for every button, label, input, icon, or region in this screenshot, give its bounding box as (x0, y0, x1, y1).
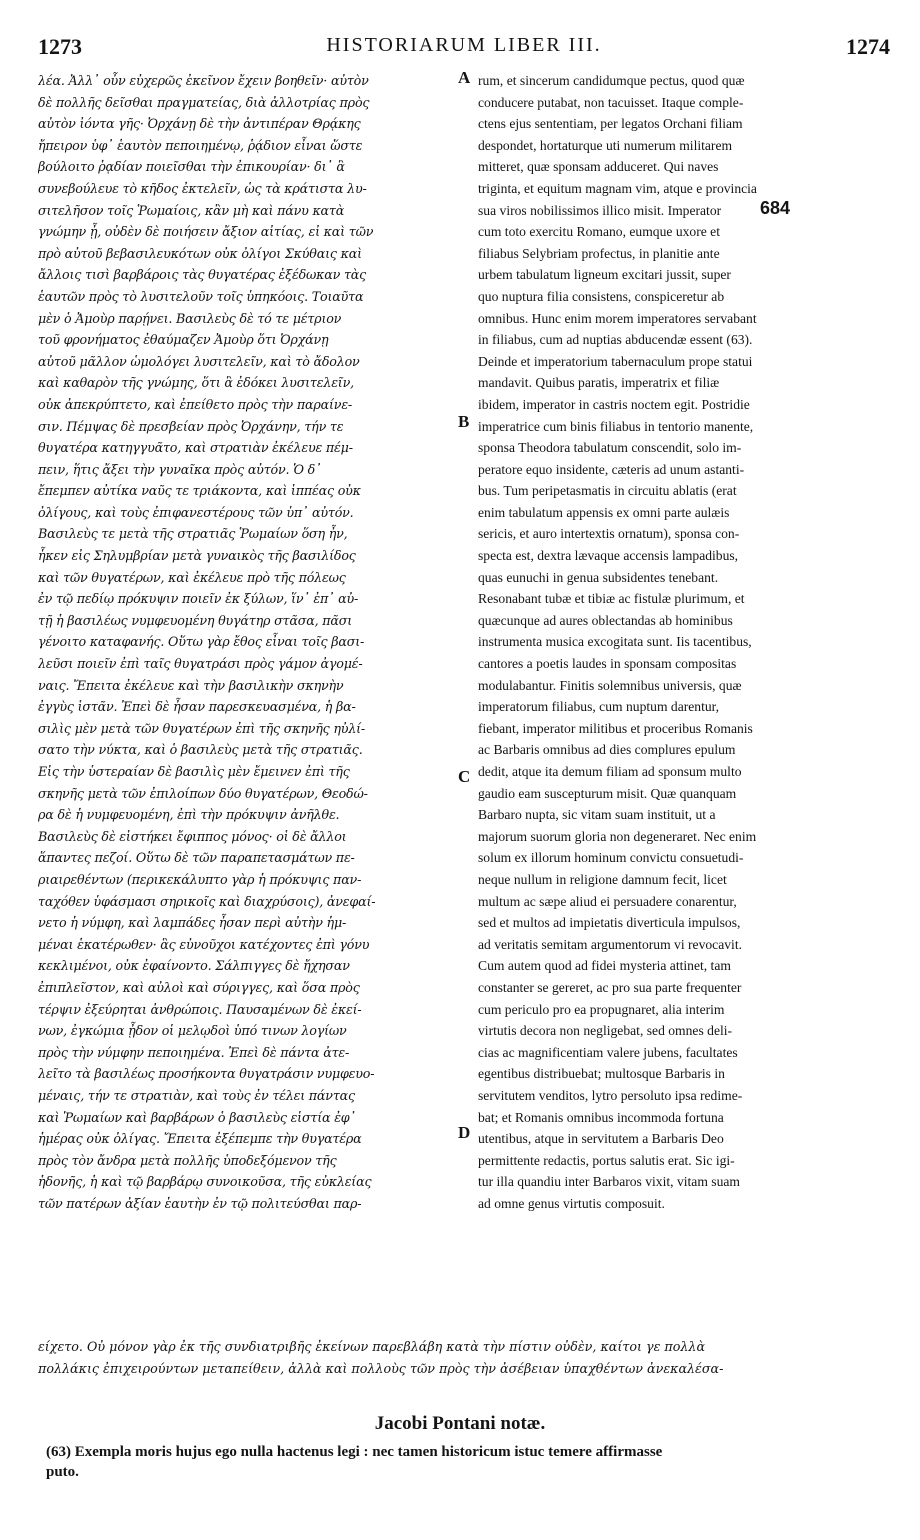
greek-text-line: αὐτοῦ μᾶλλον ὡμολόγει λυσιτελεῖν, καὶ τὸ ἄδολον (38, 353, 360, 369)
section-marker-b: B (458, 412, 470, 431)
latin-text-line: mitteret, quæ sponsam adduceret. Qui naves (478, 159, 719, 175)
greek-text-line: ἧκεν εἰς Σηλυμβρίαν μετὰ γυναικὸς τῆς βασιλίδος (38, 548, 356, 564)
greek-text-line: λέα. Ἀλλ᾽ οὖν εὐχερῶς ἐκεῖνον ἔχειν βοηθεῖν· αὐτὸν (38, 73, 369, 88)
latin-text-line: fiebant, imperator militibus et proceribus Romanis (478, 720, 753, 736)
latin-text-line: quas eunuchi in genua subsidentes tenebant. (478, 569, 719, 585)
latin-text-line: cum toto exercitu Romano, eumque uxore et (478, 224, 720, 240)
latin-text-line: ibidem, imperator in castris noctem egit. Postridie (478, 396, 750, 412)
greek-text-line: μὲν ὁ Ἀμοὺρ παρῄνει. Βασιλεὺς δὲ τό τε μέτριον (38, 310, 342, 326)
greek-text-line: ἡδονῆς, ἡ καὶ τῷ βαρβάρῳ συνοικοῦσα, τῆς εὐκλείας (38, 1174, 372, 1190)
running-title: HISTORIARUM LIBER III. (326, 34, 602, 56)
notes-title: Jacobi Pontani notæ. (374, 1413, 546, 1434)
greek-text-line: γένοιτο καταφανής. Οὕτω γὰρ ἔθος εἶναι τοῖς βασι- (38, 634, 365, 650)
latin-text-line: Cum autem quod ad fidei mysteria attinet, tam (478, 958, 731, 974)
greek-text-line: σατο τὴν νύκτα, καὶ ὁ βασιλεὺς μετὰ τῆς στρατιᾶς. (38, 742, 363, 758)
greek-text-line: ἅπαντες πεζοί. Οὕτω δὲ τῶν παραπετασμάτων πε- (38, 850, 355, 866)
latin-text-line: Deinde et imperatorium tabernaculum prope statui (478, 353, 753, 369)
greek-text-line: ἄλλοις τισὶ βαρβάροις τὰς θυγατέρας ἐξέδωκαν τὰς (38, 267, 367, 283)
inline-page-number: 684 (760, 198, 791, 218)
footnote (46, 1442, 892, 1482)
latin-text-column (478, 70, 892, 1214)
latin-text-line: utentibus, atque in servitutem a Barbaris Deo (478, 1131, 724, 1147)
greek-text-line: καὶ τῶν θυγατέρων, καὶ ἐκέλευε πρὸ τῆς πόλεως (38, 569, 346, 585)
latin-text-line: multum ac sæpe aliud ei persuadere conarentur, (478, 893, 737, 909)
greek-text-line: τοῦ φρονήματος ἐθαύμαζεν Ἀμοὺρ ὅτι Ὀρχάνῃ (38, 332, 329, 348)
greek-text-line: πειν, ἥτις ἄξει τὴν γυναῖκα πρὸς αὐτόν. Ὁ δ᾽ (38, 461, 322, 477)
latin-text-line: constanter se gereret, ac pro sua parte frequenter (478, 979, 742, 995)
greek-text-line: πρὸς τὸν ἄνδρα μετὰ πολλῆς ὑποδεξόμενον τῆς (38, 1152, 337, 1168)
greek-text-line: ἐν τῷ πεδίῳ πρόκυψιν ποιεῖν ἐκ ξύλων, ἵν᾽ ἐπ᾽ αὐ- (38, 591, 359, 607)
latin-text-line: modulabantur. Finitis solemnibus universis, quæ (478, 677, 742, 693)
greek-text-line: ἔπεμπεν αὐτίκα ναῦς τε τριάκοντα, καὶ ἱππέας οὐκ (38, 483, 361, 499)
latin-text-line: sed et multos ad impietatis diverticula impulsos, (478, 915, 741, 931)
latin-text-line: solum ex illorum hominum convictu consuetudi- (478, 850, 744, 866)
latin-text-line: cantores a poetis laudes in sponsam compositas (478, 656, 737, 672)
latin-text-line: cum periculo pro ea propugnaret, alia interim (478, 1001, 725, 1017)
latin-text-line: Barbaro nupta, sic vitam suam instituit, ut a (478, 807, 716, 823)
latin-text-line: filiabus Selybriam profectus, in planitie ante (478, 245, 720, 261)
latin-text-line: ad omne genus virtutis composuit. (478, 1195, 665, 1211)
greek-text-line: σιν. Πέμψας δὲ πρεσβείαν πρὸς Ὀρχάνην, τήν τε (38, 418, 344, 434)
page-header (38, 34, 890, 66)
latin-text-line: instrumenta musica excogitata sunt. Iis tacentibus, (478, 634, 752, 650)
greek-text-line: ἐγγὺς ἱστᾶν. Ἐπεὶ δὲ ἦσαν παρεσκευασμένα, ἡ βα- (38, 699, 356, 715)
latin-text-line: quæcunque ad aures oblectandas ab hominibus (478, 612, 733, 628)
latin-text-line: bus. Tum peripetasmatis in circuitu ablatis (erat (478, 483, 737, 499)
latin-text-line: servitutem venditos, lytro persoluto ipsa redime- (478, 1087, 743, 1103)
greek-text-line: τῶν πατέρων ἀξίαν ἑαυτὴν ἐν τῷ πολιτεύσθαι παρ- (38, 1195, 362, 1211)
latin-text-line: permittente redactis, portus salutis erat. Sic igi- (478, 1152, 735, 1168)
greek-text-line: τέρψιν ἐξεύρηται ἀνθρώποις. Παυσαμένων δὲ ἐκεί- (38, 1001, 362, 1017)
latin-text-line: gaudio eam suscepturum misit. Quæ quanquam (478, 785, 737, 801)
latin-text-line: neque nullum in religione damnum fecit, licet (478, 871, 727, 887)
latin-text-line: dedit, atque ita demum filiam ad sponsum multo (478, 764, 742, 779)
latin-text-line: cias ac magnificentiam valere jubens, facultates (478, 1044, 738, 1060)
greek-text-line: δὲ πολλῆς δεῖσθαι πραγματείας, διὰ ἀλλοτρίας πρὸς (38, 94, 370, 110)
greek-continuation-line: πολλάκις ἐπιχειρούντων μεταπείθειν, ἀλλὰ καὶ πολλοὺς τῶν πρὸς τὴν ἀσέβειαν ὑπαχθέντων ἀνεκαλέσα- (38, 1361, 724, 1376)
greek-text-line: συνεβούλευε τὸ κῆδος ἐκτελεῖν, ὡς τὰ κράτιστα λυ- (38, 180, 367, 196)
greek-text-line: ριαιρεθέντων (περικεκάλυπτο γὰρ ἡ πρόκυψις παν- (38, 871, 362, 887)
latin-text-line: in filiabus, cum ad nuptias abducendæ essent (63). (478, 332, 753, 348)
greek-text-line: κεκλιμένοι, οὐκ ἐφαίνοντο. Σάλπιγγες δὲ ἤχησαν (38, 958, 350, 974)
latin-text-line: urbem tabulatum ligneum excitari jussit, super (478, 267, 731, 283)
greek-text-line: καὶ καθαρὸν τῆς γνώμης, ὅτι ἃ ἐδόκει λυσιτελεῖν, (38, 375, 354, 391)
latin-text-line: mandavit. Quibus paratis, imperatrix et filiæ (478, 375, 720, 391)
latin-text-line: egentibus distribuebat; multosque Barbaris in (478, 1066, 725, 1082)
latin-text-line: virtutis decora non negligebat, sed omnes deli- (478, 1023, 733, 1039)
greek-text-line: γνώμην ᾖ, οὐδὲν δὲ ποιήσειν ἄξιον αἰτίας, εἰ καὶ τῶν (38, 224, 374, 240)
greek-text-line: σκηνῆς μετὰ τῶν ἐπιλοίπων δύο θυγατέρων, Θεοδώ- (38, 785, 368, 801)
greek-text-line: αὐτὸν ἰόντα γῆς· Ὀρχάνῃ δὲ τὴν ἀντιπέραν Θρᾴκης (38, 116, 361, 132)
latin-text-line: ad veritatis semitam argumentorum vi revocavit. (478, 936, 742, 952)
greek-text-line: σιτελῆσον τοῖς Ῥωμαίοις, κἂν μὴ καὶ πάνυ κατὰ (38, 202, 345, 218)
footnote-line: puto. (46, 1464, 79, 1480)
greek-text-line: μέναις, τήν τε στρατιὰν, καὶ τοὺς ἐν τέλει πάντας (38, 1087, 355, 1103)
latin-text-line: quo nuptura filia consistens, conspiceretur ab (478, 288, 725, 304)
greek-text-line: Βασιλεὺς δὲ εἱστήκει ἔφιππος μόνος· οἱ δὲ ἄλλοι (38, 828, 347, 844)
section-marker-a: A (458, 68, 471, 87)
greek-text-line: σιλὶς μὲν μετὰ τῶν θυγατέρων ἐπὶ τῆς σκηνῆς ηὐλί- (38, 720, 366, 736)
greek-text-line: λεῖτο τὰ βασιλέως προσήκοντα θυγατράσιν νυμφευο- (38, 1066, 375, 1082)
greek-text-line: Εἰς τὴν ὑστεραίαν δὲ βασιλὶς μὲν ἔμεινεν ἐπὶ τῆς (38, 764, 350, 779)
greek-text-line: ρα δὲ ἡ νυμφευομένη, ἐπὶ τὴν πρόκυψιν ἀνῆλθε. (38, 807, 340, 823)
latin-text-line: despondet, hortaturque uti numerum militarem (478, 137, 733, 153)
latin-text-line: ctens ejus sententiam, per legatos Orchani filiam (478, 116, 743, 132)
latin-text-line: conducere putabat, non tacuisset. Itaque comple- (478, 94, 744, 110)
greek-text-line: ἡμέρας οὐκ ὀλίγας. Ἔπειτα ἐξέπεμπε τὴν θυγατέρα (38, 1131, 362, 1147)
greek-text-line: βούλοιτο ῥᾳδίαν ποιεῖσθαι τὴν ἐπικουρίαν· δι᾽ ἃ (38, 159, 345, 175)
greek-text-line: πρὸ αὐτοῦ βεβασιλευκότων οὐκ ὀλίγοι Σκύθαις καὶ (38, 245, 362, 261)
greek-text-line: Βασιλεὺς τε μετὰ τῆς στρατιᾶς Ῥωμαίων ὅση ἦν, (38, 526, 348, 542)
greek-continuation-lines (38, 1336, 892, 1380)
greek-text-line: ἑαυτῶν πρὸς τὸ λυσιτελοῦν τοῖς ὑπηκόοις. Τοιαῦτα (38, 288, 364, 304)
latin-text-line: specta est, dextra lævaque accensis lampadibus, (478, 548, 739, 564)
greek-text-line: ἤπειρον ὑφ᾽ ἑαυτὸν πεποιημένῳ, ῥᾴδιον εἶναι ὥστε (38, 137, 363, 153)
greek-text-line: τῇ ἡ βασιλέως νυμφευομένη θυγάτηρ στᾶσα, πᾶσι (38, 612, 352, 628)
latin-text-line: imperatrice cum binis filiabus in tentorio manente, (478, 418, 754, 434)
section-marker-c: C (458, 767, 471, 786)
right-page-number: 1274 (846, 34, 890, 59)
left-page-number: 1273 (38, 34, 82, 59)
greek-continuation-line: είχετο. Οὐ μόνον γὰρ ἐκ τῆς συνδιατριβῆς ἐκείνων παρεβλάβη κατὰ τὴν πίστιν οὐδὲν, καίτοι γε πολλὰ (38, 1339, 706, 1354)
greek-text-line: μέναι ἑκατέρωθεν· ἃς εὐνοῦχοι κατέχοντες ἐπὶ γόνυ (38, 936, 370, 952)
greek-text-column (38, 70, 460, 1214)
latin-text-line: rum, et sincerum candidumque pectus, quod quæ (478, 73, 745, 88)
greek-text-line: οὐκ ἀπεκρύπτετο, καὶ ἐπείθετο πρὸς τὴν παραίνε- (38, 396, 353, 412)
latin-text-line: ac Barbaris omnibus ad dies complures epulum (478, 742, 736, 758)
greek-text-line: νετο ἡ νύμφη, καὶ λαμπάδες ἦσαν περὶ αὐτὴν ἡμ- (38, 915, 347, 931)
latin-text-line: sponsa Theodora tabulatum conscendit, solo im- (478, 440, 742, 456)
greek-text-line: πρὸς τὴν νύμφην πεποιημένα. Ἐπεὶ δὲ πάντα ἀτε- (38, 1044, 350, 1060)
latin-text-line: Resonabant tubæ et tibiæ ac fistulæ plurimum, et (478, 591, 745, 607)
section-marker-d: D (458, 1123, 471, 1142)
latin-text-line: sericis, et auro intertextis ornatum), sponsa con- (478, 526, 740, 542)
greek-text-line: θυγατέρα κατηγγυᾶτο, καὶ στρατιὰν ἐκέλευε πέμ- (38, 440, 353, 456)
latin-text-line: imperatorum filiabus, cum nuptum darentur, (478, 699, 720, 715)
latin-text-line: omnibus. Hunc enim morem imperatores servabant (478, 310, 757, 326)
footnote-line: (63) Exempla moris hujus ego nulla hactenus legi : nec tamen historicum istuc temere affirmasse (46, 1444, 663, 1460)
latin-text-line: peratore equo insidente, cæteris ad unum astanti- (478, 461, 745, 477)
latin-text-line: majorum suorum gloria non degeneraret. Nec enim (478, 828, 757, 844)
greek-text-line: ναις. Ἔπειτα ἐκέλευε καὶ τὴν βασιλικὴν σκηνὴν (38, 677, 344, 693)
latin-text-line: bat; et Romanis omnibus incommoda fortuna (478, 1109, 724, 1125)
latin-text-line: sua viros nobilissimos illico misit. Imperator (478, 202, 722, 218)
latin-text-line: tur illa quandiu inter Barbaros vixit, vitam suam (478, 1174, 741, 1190)
greek-text-line: καὶ Ῥωμαίων καὶ βαρβάρων ὁ βασιλεὺς εἱστία ἐφ᾽ (38, 1109, 356, 1125)
greek-text-line: λεῦσι ποιεῖν ἐπὶ ταῖς θυγατράσι πρὸς γάμον ἀγομέ- (38, 656, 363, 672)
latin-text-line: triginta, et equitum magnam vim, atque e provincia (478, 180, 757, 196)
greek-text-line: ταχόθεν ὑφάσμασι σηρικοῖς καὶ διαχρύσοις), ἀνεφαί- (38, 893, 376, 909)
greek-text-line: ἐπιπλεῖστον, καὶ αὐλοὶ καὶ σύριγγες, καὶ ὅσα πρὸς (38, 979, 360, 995)
greek-text-line: νων, ἐγκώμια ᾖδον οἱ μελῳδοὶ ὑπό τινων λογίων (38, 1023, 347, 1039)
greek-text-line: ὀλίγους, καὶ τοὺς ἐπιφανεστέρους τῶν ὑπ᾽ αὐτόν. (38, 504, 354, 520)
latin-text-line: enim tabulatum appensis ex omni parte aulæis (478, 504, 730, 520)
